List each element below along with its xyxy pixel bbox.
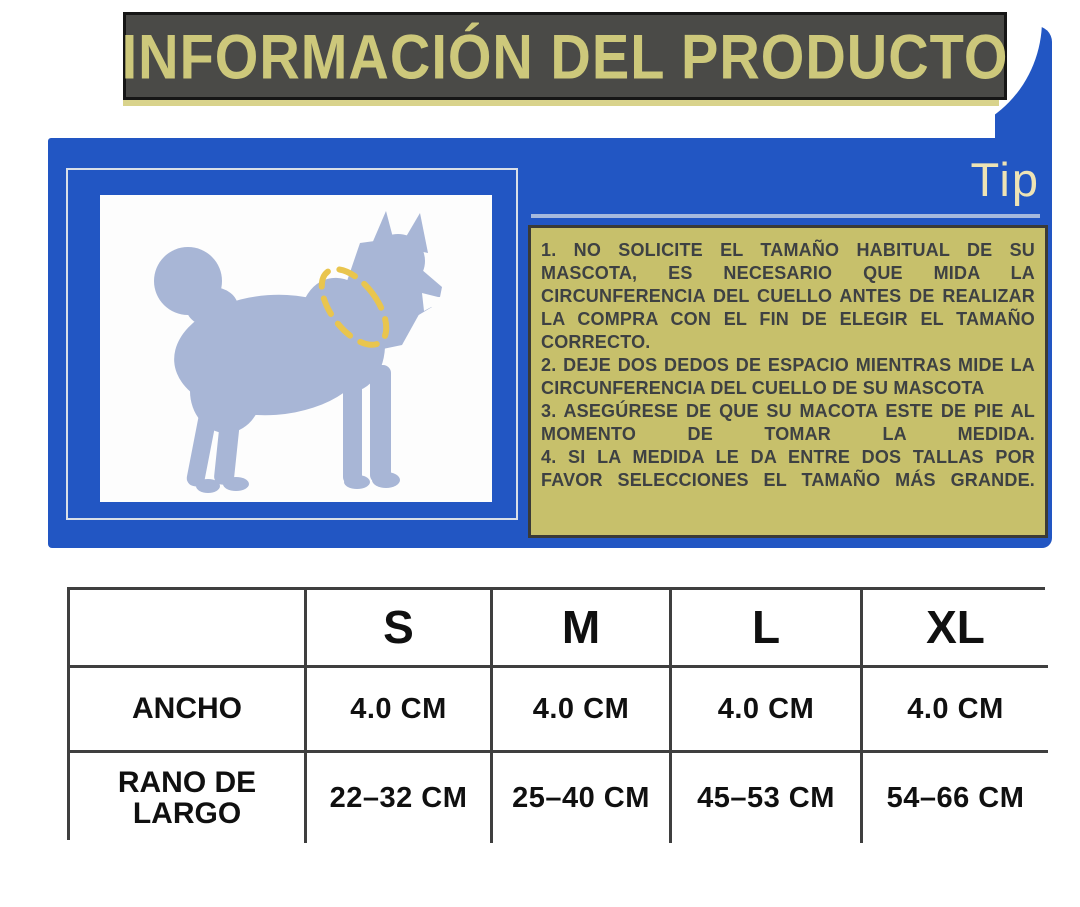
size-table-header-s: S	[307, 590, 493, 668]
size-table	[67, 587, 1045, 840]
largo-l: 45–53 CM	[672, 753, 863, 843]
size-table-corner-cell	[70, 590, 307, 668]
page-title: INFORMACIÓN DEL PRODUCTO	[121, 20, 1009, 92]
ancho-m: 4.0 CM	[493, 668, 672, 753]
row-label-rango-largo: RANO DE LARGO	[70, 753, 307, 843]
tip-heading: Tip	[970, 153, 1040, 206]
size-table-header-l: L	[672, 590, 863, 668]
dog-measurement-illustration	[100, 195, 492, 502]
tip-underline-divider	[531, 214, 1040, 218]
largo-s: 22–32 CM	[307, 753, 493, 843]
size-table-header-xl: XL	[863, 590, 1048, 668]
largo-xl: 54–66 CM	[863, 753, 1048, 843]
row-label-ancho: ANCHO	[70, 668, 307, 753]
dog-silhouette-icon	[100, 195, 492, 502]
tips-box	[528, 225, 1048, 538]
tip-item-2: 2. DEJE DOS DEDOS DE ESPACIO MIENTRAS MIDE LA CIRCUNFERENCIA DEL CUELLO DE SU MASCOTA	[541, 355, 1035, 399]
tip-item-3: 3. ASEGÚRESE DE QUE SU MACOTA ESTE DE PIE AL MOMENTO DE TOMAR LA MEDIDA.	[541, 401, 1035, 445]
ancho-xl: 4.0 CM	[863, 668, 1048, 753]
tip-item-4: 4. SI LA MEDIDA LE DA ENTRE DOS TALLAS POR FAVOR SELECCIONES EL TAMAÑO MÁS GRANDE.	[541, 447, 1035, 491]
title-banner	[123, 12, 1007, 100]
largo-m: 25–40 CM	[493, 753, 672, 843]
tip-item-1: 1. NO SOLICITE EL TAMAÑO HABITUAL DE SU MASCOTA, ES NECESARIO QUE MIDA LA CIRCUNFERENCIA DEL CUELLO ANTES DE REALIZAR LA COMPRA CON EL FIN DE ELEGIR EL TAMAÑO CORRECTO.	[541, 240, 1035, 353]
ancho-l: 4.0 CM	[672, 668, 863, 753]
ancho-s: 4.0 CM	[307, 668, 493, 753]
size-table-header-m: M	[493, 590, 672, 668]
